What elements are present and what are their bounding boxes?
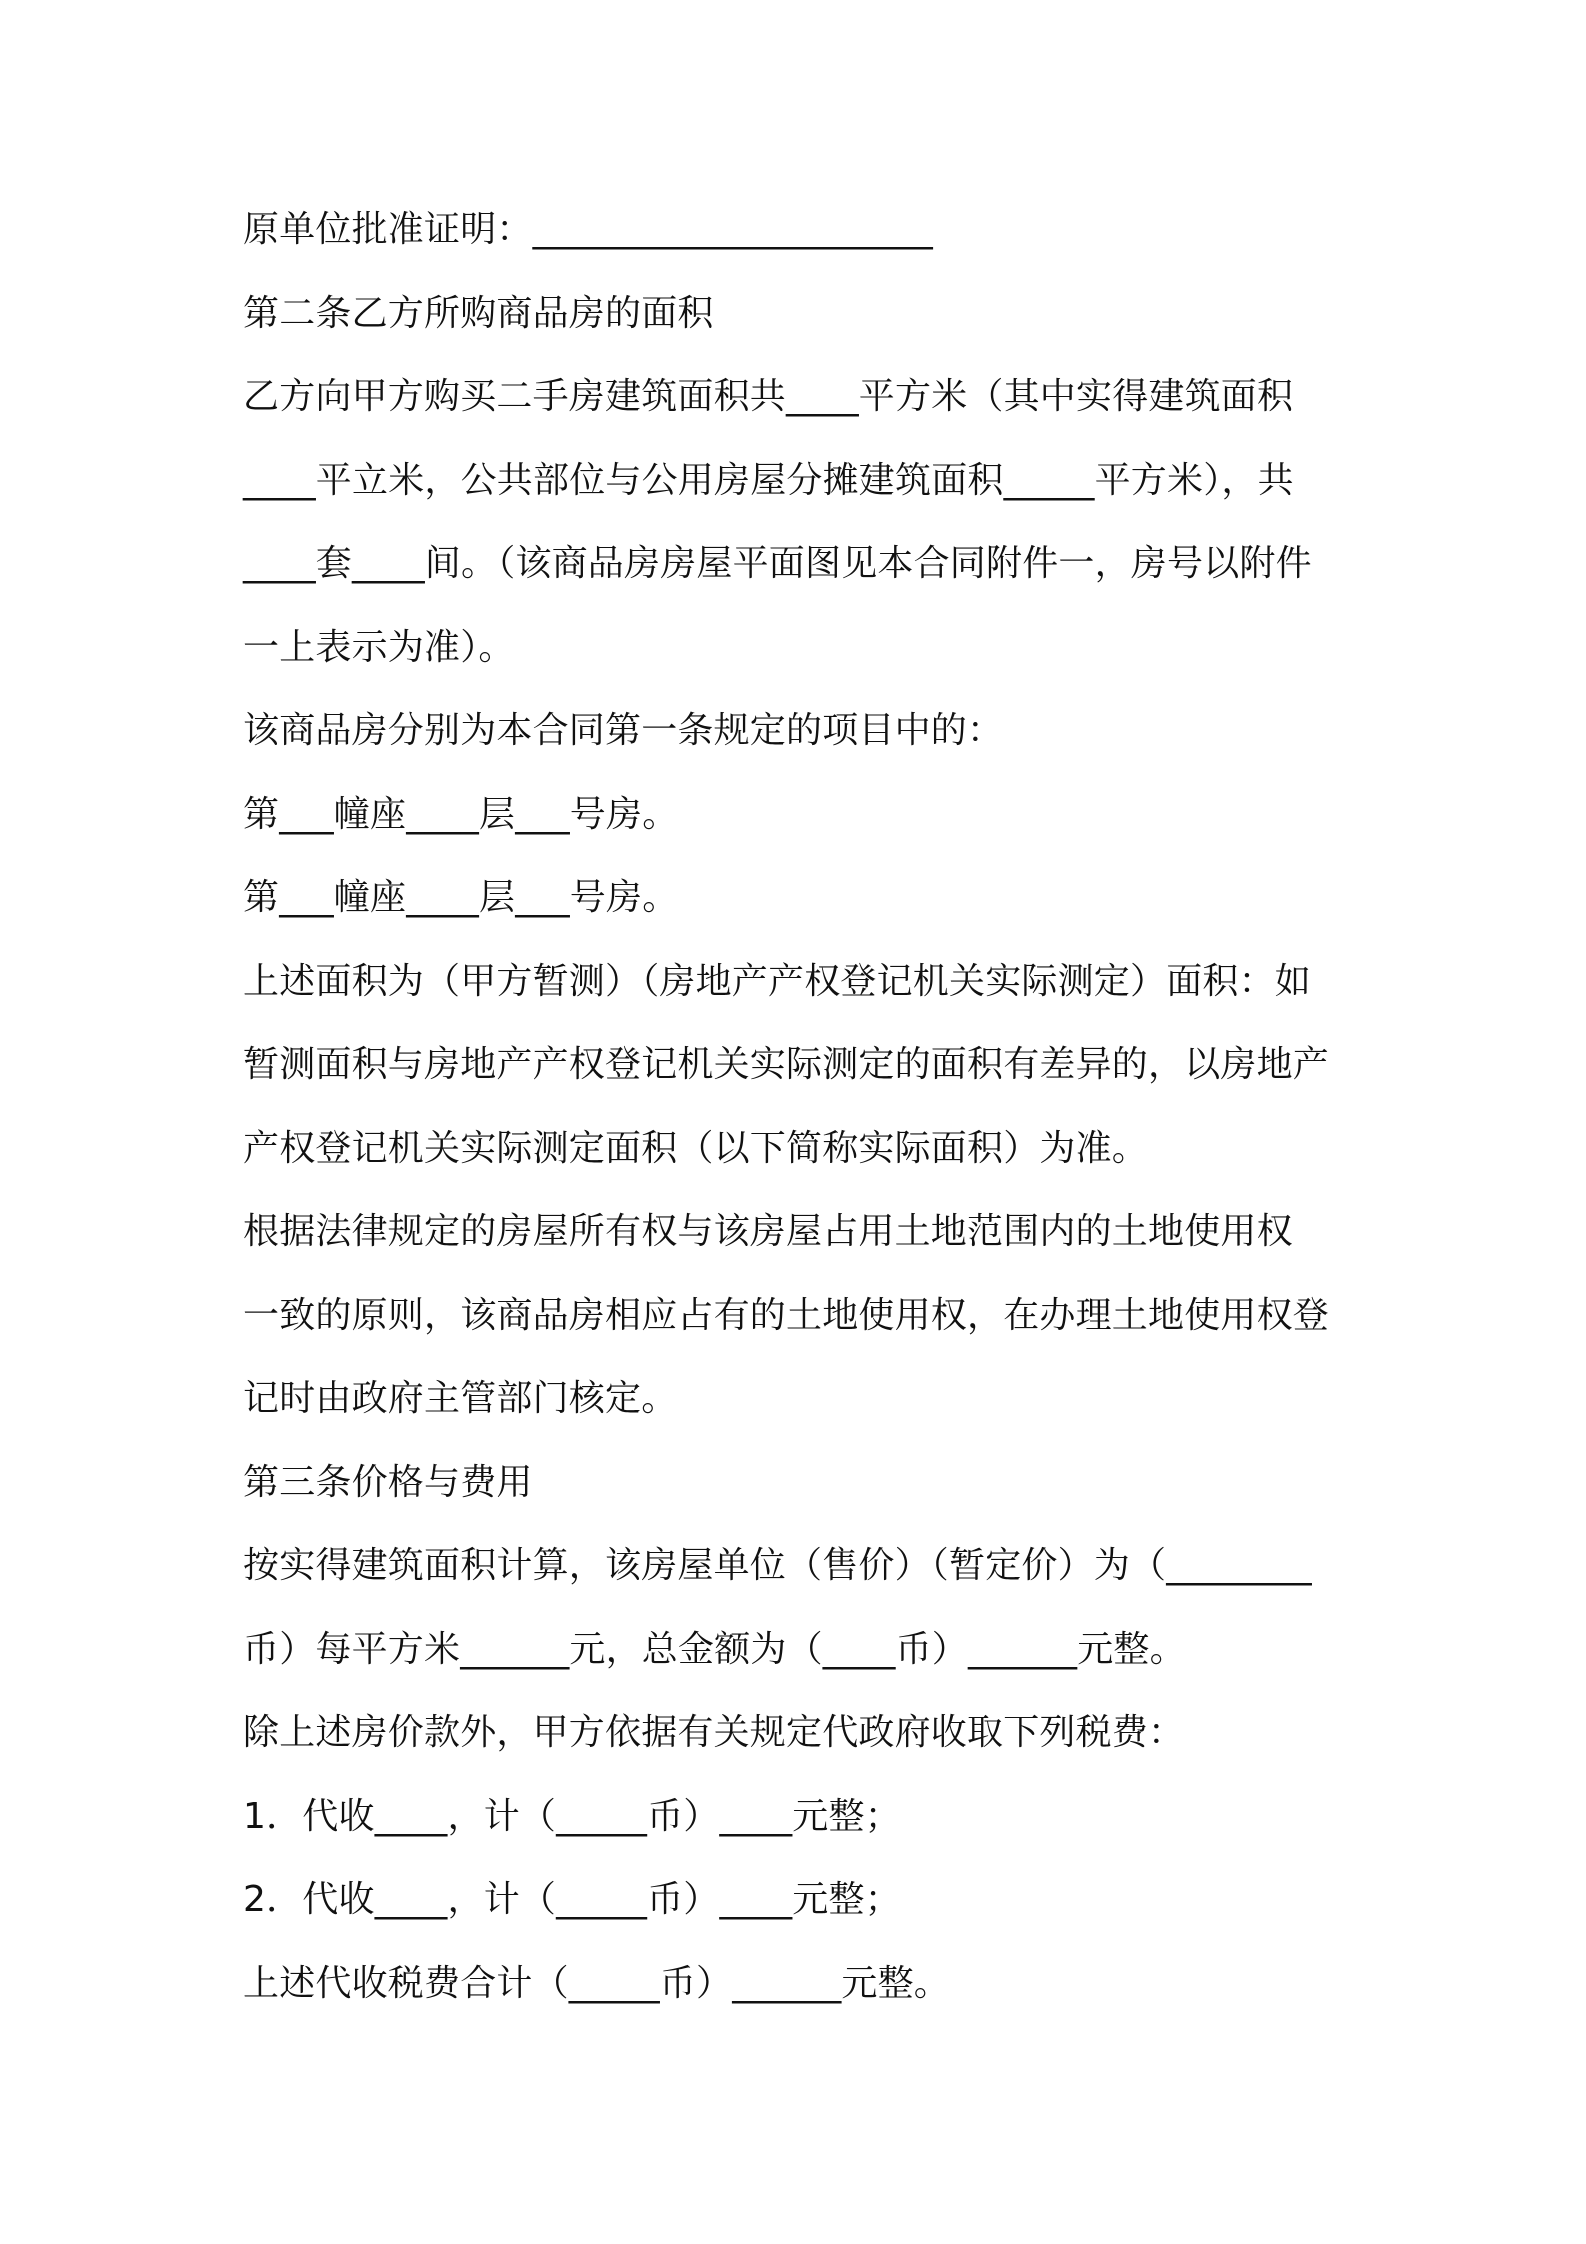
land-use-paragraph-line-1: 根据法律规定的房屋所有权与该房屋占用土地范围内的土地使用权: [243, 1211, 1293, 1252]
room-number-line-2: 第___幢座____层___号房。: [243, 877, 679, 918]
tax-intro-line: 除上述房价款外，甲方依据有关规定代政府收取下列税费：: [243, 1712, 1185, 1753]
land-use-paragraph-line-2: 一致的原则，该商品房相应占有的土地使用权，在办理土地使用权登: [243, 1294, 1330, 1336]
measurement-paragraph-line-2: 暂测面积与房地产产权登记机关实际测定的面积有差异的，以房地产: [243, 1044, 1330, 1085]
area-paragraph-line-4: 一上表示为准）。: [243, 626, 515, 668]
tax-item-2: 2．代收____，计（_____币）____元整；: [243, 1879, 901, 1920]
area-paragraph-line-3: ____套____间。（该商品房房屋平面图见本合同附件一，房号以附件: [243, 543, 1312, 584]
area-paragraph-line-2: ____平立米，公共部位与公用房屋分摊建筑面积_____平方米），共: [243, 459, 1294, 501]
tax-total-line: 上述代收税费合计（_____币）______元整。: [243, 1962, 951, 2004]
approval-certificate-line: 原单位批准证明：______________________: [243, 209, 933, 250]
room-number-line-1: 第___幢座____层___号房。: [243, 793, 679, 835]
measurement-paragraph-line-1: 上述面积为（甲方暂测）（房地产产权登记机关实际测定）面积：如: [243, 960, 1312, 1002]
tax-item-1: 1．代收____，计（_____币）____元整；: [243, 1795, 901, 1837]
project-items-line: 该商品房分别为本合同第一条规定的项目中的：: [243, 710, 1004, 751]
land-use-paragraph-line-3: 记时由政府主管部门核定。: [243, 1378, 678, 1419]
price-paragraph-line-2: 币）每平方米______元，总金额为（____币）______元整。: [243, 1628, 1186, 1670]
article-two-heading: 第二条乙方所购商品房的面积: [243, 292, 714, 334]
area-paragraph-line-1: 乙方向甲方购买二手房建筑面积共____平方米（其中实得建筑面积: [243, 376, 1294, 417]
contract-text: [243, 199, 1363, 2036]
measurement-paragraph-line-3: 产权登记机关实际测定面积（以下简称实际面积）为准。: [243, 1127, 1149, 1169]
article-three-heading: 第三条价格与费用: [243, 1461, 533, 1503]
price-paragraph-line-1: 按实得建筑面积计算，该房屋单位（售价）（暂定价）为（________: [243, 1545, 1312, 1586]
